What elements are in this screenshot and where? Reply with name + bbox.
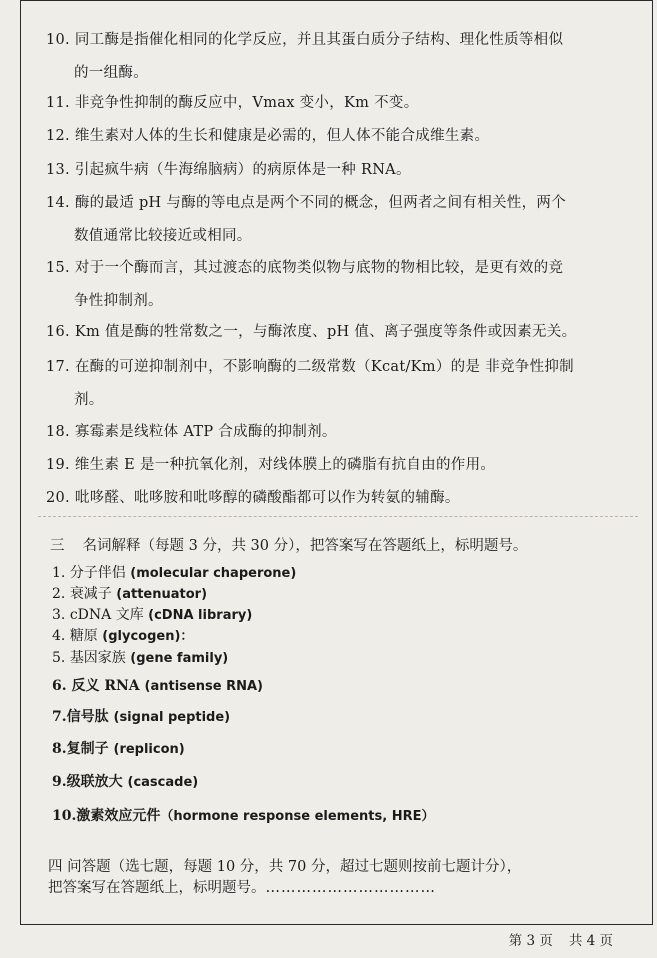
term-chinese: 基因家族	[69, 650, 126, 666]
section-title: 名词解释（每题 3 分，共 30 分），把答案写在答题纸上，标明题号。	[82, 538, 528, 554]
term-item-10	[52, 806, 434, 827]
term-english: (molecular chaperone)	[130, 566, 297, 581]
term-chinese: 复制子	[66, 741, 109, 757]
judgement-item-16	[46, 316, 636, 349]
item-text-continued: 数值通常比较接近或相同。	[74, 228, 252, 244]
term-chinese: cDNA 文库	[69, 607, 144, 623]
term-number: 8.	[52, 741, 67, 757]
term-english: (attenuator)	[116, 587, 208, 602]
term-chinese: 级联放大	[66, 774, 123, 790]
term-item-5	[52, 648, 228, 669]
judgement-item-15	[46, 252, 636, 318]
term-english: (cascade)	[127, 775, 199, 790]
term-english: （hormone response elements, HRE）	[160, 809, 435, 824]
term-number: 2.	[52, 586, 66, 602]
term-english: (cDNA library)	[148, 608, 253, 623]
item-text: 19. 维生素 E 是一种抗氧化剂，对线体膜上的磷脂有抗自由的作用。	[46, 457, 496, 473]
term-item-4	[52, 626, 193, 647]
term-english: (gene family)	[130, 651, 229, 666]
section-three-heading	[50, 535, 527, 557]
section-four-line1: 四 问答题（选七题，每题 10 分，共 70 分，超过七题则按前七题计分），	[48, 859, 522, 875]
item-text: 13. 引起疯牛病（牛海绵脑病）的病原体是一种 RNA。	[46, 162, 411, 178]
term-item-1	[52, 563, 296, 584]
section-four-line2: 把答案写在答题纸上，标明题号。	[48, 880, 266, 896]
section-divider	[38, 516, 638, 517]
term-number: 7.	[52, 709, 67, 725]
item-text-continued: 的一组酶。	[74, 65, 148, 81]
term-chinese: 糖原	[69, 628, 98, 644]
judgement-item-10	[46, 24, 636, 90]
term-english: (replicon)	[113, 742, 185, 757]
item-text: 16. Km 值是酶的牲常数之一，与酶浓度、pH 值、离子强度等条件或因素无关。	[46, 324, 577, 340]
judgement-item-13	[46, 154, 636, 187]
term-chinese: 反义 RNA	[71, 678, 140, 694]
item-text: 10. 同工酶是指催化相同的化学反应，并且其蛋白质分子结构、理化性质等相似	[46, 32, 564, 48]
judgement-item-18	[46, 416, 636, 449]
term-english: (antisense RNA)	[144, 679, 263, 694]
page-footer	[509, 929, 613, 949]
item-text: 18. 寡霉素是线粒体 ATP 合成酶的抑制剂。	[46, 424, 337, 440]
term-item-7	[52, 707, 230, 728]
term-number: 9.	[52, 774, 67, 790]
term-item-6	[52, 676, 263, 697]
dotted-leader: ……………………………	[265, 880, 436, 896]
section-four-instruction	[48, 875, 436, 901]
page-number: 第 3 页	[508, 933, 553, 949]
judgement-item-19	[46, 449, 636, 482]
term-chinese: 信号肽	[66, 709, 109, 725]
total-pages: 共 4 页	[568, 933, 613, 949]
term-number: 10.	[52, 808, 77, 824]
term-chinese: 分子伴侣	[69, 565, 126, 581]
term-number: 3.	[52, 607, 66, 623]
item-text: 15. 对于一个酶而言，其过渡态的底物类似物与底物的物相比较，是更有效的竞	[46, 260, 564, 276]
term-chinese: 衰减子	[69, 586, 112, 602]
term-number: 1.	[52, 565, 66, 581]
judgement-item-17	[46, 351, 636, 417]
section-number: 三	[50, 538, 65, 554]
term-number: 5.	[52, 650, 66, 666]
term-item-2	[52, 584, 207, 605]
judgement-item-20	[46, 482, 636, 515]
term-item-8	[52, 739, 185, 760]
item-text-continued: 剂。	[74, 392, 104, 408]
term-chinese: 激素效应元件	[76, 808, 161, 824]
item-text: 17. 在酶的可逆抑制剂中，不影响酶的二级常数（Kcat/Km）的是 非竞争性抑制	[46, 359, 574, 375]
item-text: 14. 酶的最适 pH 与酶的等电点是两个不同的概念，但两者之间有相关性，两个	[46, 195, 567, 211]
term-item-3	[52, 605, 252, 626]
term-number: 4.	[52, 628, 66, 644]
judgement-item-11	[46, 87, 636, 120]
term-english: (glycogen)：	[102, 629, 194, 644]
term-number: 6.	[52, 678, 67, 694]
judgement-item-12	[46, 120, 636, 153]
item-text: 20. 吡哆醛、吡哆胺和吡哆醇的磷酸酯都可以作为转氨的辅酶。	[46, 490, 460, 506]
term-item-9	[52, 772, 198, 793]
item-text: 12. 维生素对人体的生长和健康是必需的，但人体不能合成维生素。	[46, 128, 490, 144]
item-text-continued: 争性抑制剂。	[74, 293, 163, 309]
item-text: 11. 非竞争性抑制的酶反应中，Vmax 变小，Km 不变。	[46, 95, 419, 111]
judgement-item-14	[46, 187, 636, 253]
term-english: (signal peptide)	[113, 710, 231, 725]
